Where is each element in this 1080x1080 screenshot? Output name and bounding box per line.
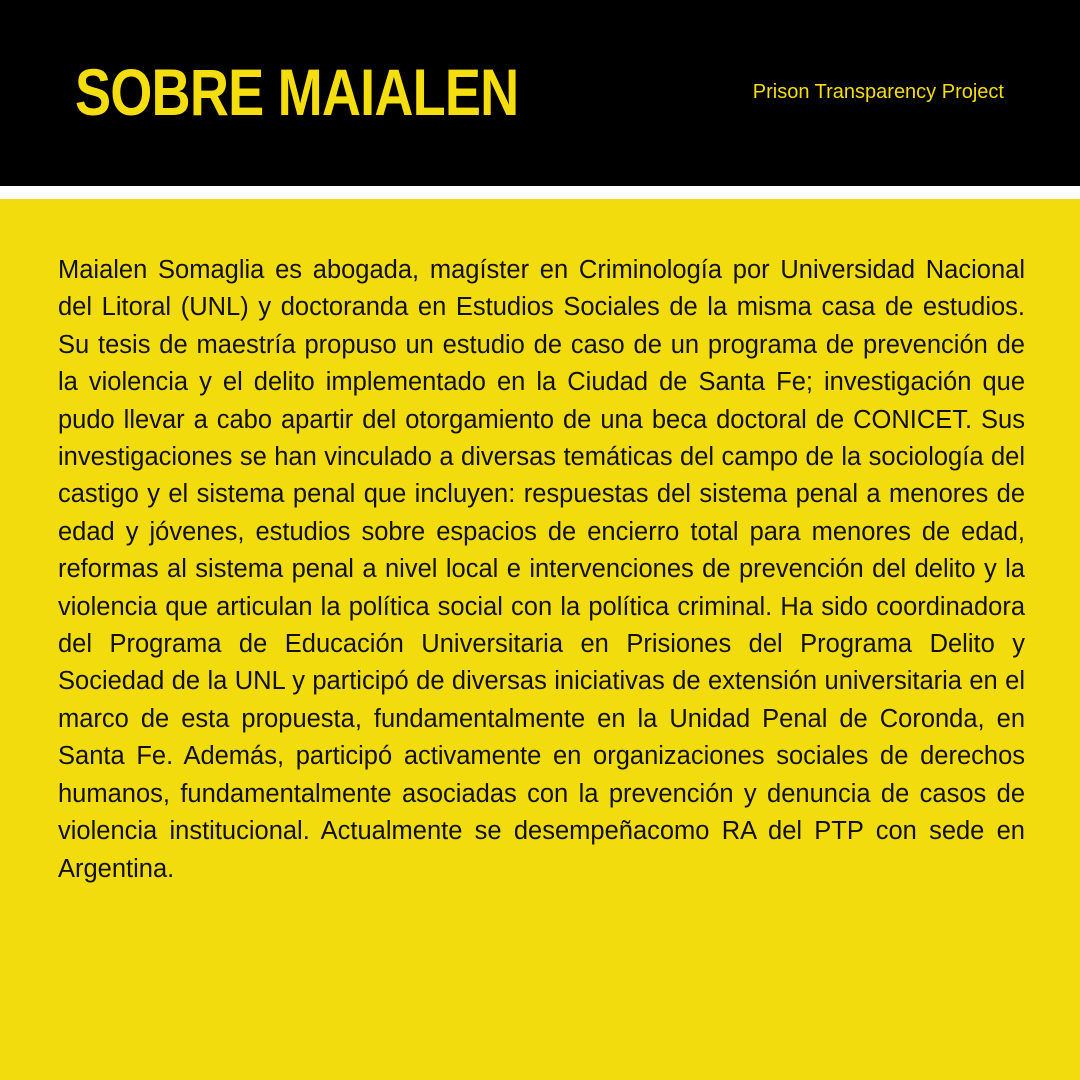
bio-paragraph: Maialen Somaglia es abogada, magíster en Criminología por Universidad Nacional del Litoral (UNL) y doctoranda en Estudios Sociales de la misma casa de estudios. Su tesis de maestría propuso un estudio de caso de un programa de prevención de la violencia y el delito implementado en la Ciudad de Santa Fe; investigación que pudo llevar a cabo apartir del otorgamiento de una beca doctoral de CONICET. Sus investigaciones se han vinculado a diversas temáticas del campo de la sociología del castigo y el sistema penal que incluyen: respuestas del sistema penal a menores de edad y jóvenes, estudios sobre espacios de encierro total para menores de edad, reformas al sistema penal a nivel local e intervenciones de prevención del delito y la violencia que articulan la política social con la política criminal. Ha sido coordinadora del Programa de Educación Universitaria en Prisiones del Programa Delito y Sociedad de la UNL y participó de diversas iniciativas de extensión universitaria en el marco de esta propuesta, fundamentalmente en la Unidad Penal de Coronda, en Santa Fe. Además, participó activamente en organizaciones sociales de derechos humanos, fundamentalmente asociadas con la prevención y denuncia de casos de violencia institucional. Actualmente se desempeñacomo RA del PTP con sede en Argentina. bbox=[58, 256, 1025, 883]
header-banner bbox=[0, 0, 1080, 186]
organization-name: Prison Transparency Project bbox=[752, 81, 1004, 103]
page-title: SOBRE MAIALEN bbox=[75, 55, 519, 129]
content-panel bbox=[0, 199, 1080, 1080]
